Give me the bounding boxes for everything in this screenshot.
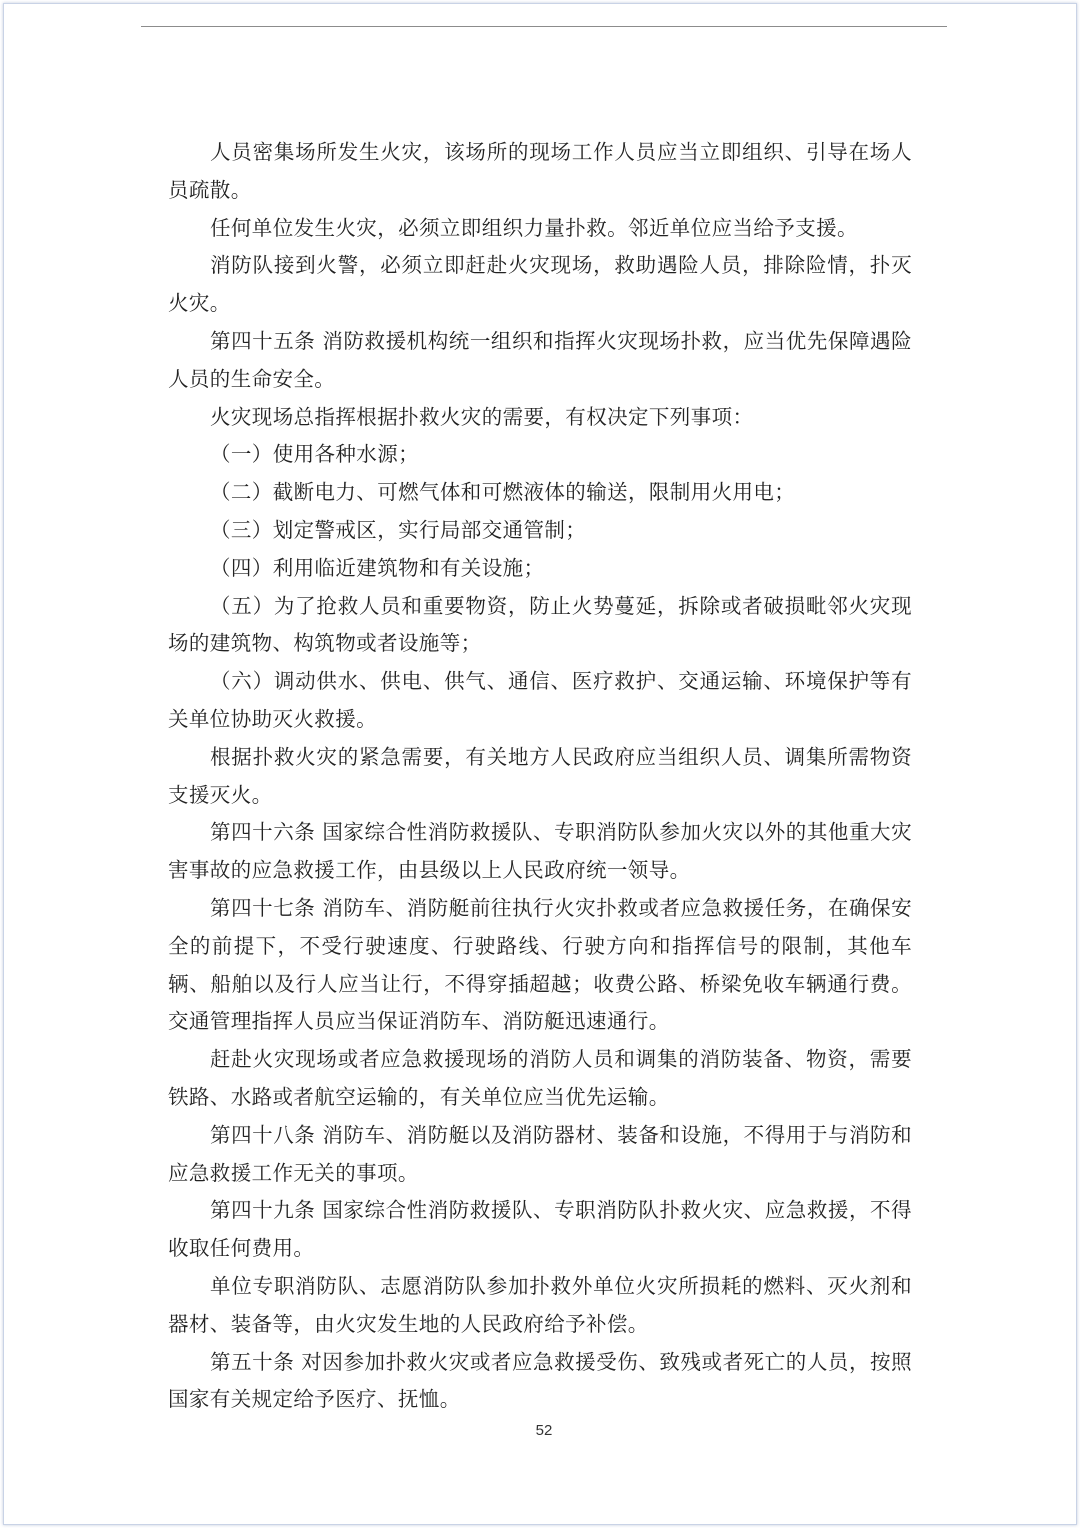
paragraph: 人员密集场所发生火灾，该场所的现场工作人员应当立即组织、引导在场人员疏散。: [168, 140, 912, 202]
paragraph: 根据扑救火灾的紧急需要，有关地方人民政府应当组织人员、调集所需物资支援灭火。: [168, 744, 912, 807]
list-item: （一）使用各种水源；: [210, 442, 419, 467]
list-item: （二）截断电力、可燃气体和可燃液体的输送，限制用火用电；: [210, 480, 796, 505]
list-item: （六）调动供水、供电、供气、通信、医疗救护、交通运输、环境保护等有关单位协助灭火救援。: [168, 669, 912, 731]
article-50: 第五十条 对因参加扑救火灾或者应急救援受伤、致残或者死亡的人员，按照国家有关规定给予医疗、抚恤。: [168, 1349, 912, 1412]
page-number: 52: [535, 1422, 553, 1439]
header-rule: [141, 26, 947, 27]
document-page: [3, 3, 1077, 1525]
article-48: 第四十八条 消防车、消防艇以及消防器材、装备和设施，不得用于与消防和应急救援工作无关的事项。: [168, 1122, 912, 1185]
paragraph: 任何单位发生火灾，必须立即组织力量扑救。邻近单位应当给予支援。: [210, 215, 858, 240]
article-46: 第四十六条 国家综合性消防救援队、专职消防队参加火灾以外的其他重大灾害事故的应急救援工作，由县级以上人民政府统一领导。: [168, 820, 912, 883]
article-47: 第四十七条 消防车、消防艇前往执行火灾扑救或者应急救援任务，在确保安全的前提下，不受行驶速度、行驶路线、行驶方向和指挥信号的限制，其他车辆、船舶以及行人应当让行，不得穿插超越；收费公路、桥梁免收车辆通行费。交通管理指挥人员应当保证消防车、消防艇迅速通行。: [168, 895, 912, 1034]
document-body: [168, 134, 912, 1419]
article-49: 第四十九条 国家综合性消防救援队、专职消防队扑救火灾、应急救援，不得收取任何费用。: [168, 1198, 912, 1261]
paragraph: 赶赴火灾现场或者应急救援现场的消防人员和调集的消防装备、物资，需要铁路、水路或者航空运输的，有关单位应当优先运输。: [168, 1047, 912, 1109]
list-item: （四）利用临近建筑物和有关设施；: [210, 555, 545, 580]
article-45: 第四十五条 消防救援机构统一组织和指挥火灾现场扑救，应当优先保障遇险人员的生命安全。: [168, 328, 912, 391]
paragraph: 消防队接到火警，必须立即赶赴火灾现场，救助遇险人员，排除险情，扑灭火灾。: [168, 253, 912, 316]
list-item: （三）划定警戒区，实行局部交通管制；: [210, 517, 587, 542]
paragraph: 单位专职消防队、志愿消防队参加扑救外单位火灾所损耗的燃料、灭火剂和器材、装备等，由火灾发生地的人民政府给予补偿。: [168, 1273, 912, 1336]
list-item: （五）为了抢救人员和重要物资，防止火势蔓延，拆除或者破损毗邻火灾现场的建筑物、构筑物或者设施等；: [168, 593, 912, 656]
paragraph: 火灾现场总指挥根据扑救火灾的需要，有权决定下列事项：: [210, 404, 754, 429]
